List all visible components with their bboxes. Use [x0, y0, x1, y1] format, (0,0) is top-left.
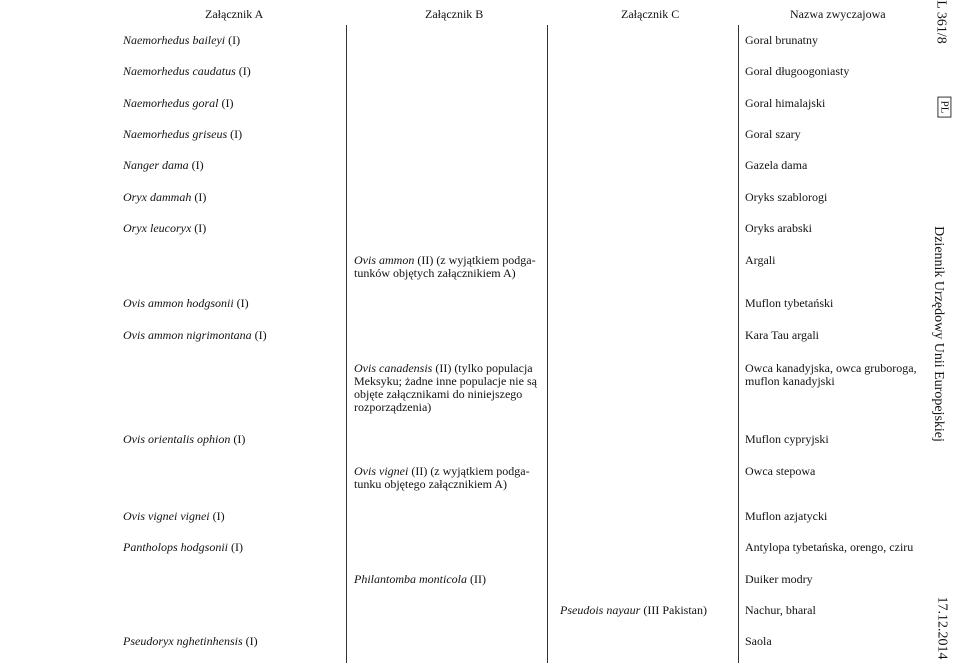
annex-tag: (I) [221, 96, 234, 110]
common-name [745, 541, 913, 554]
common-name-text: Muflon azjatycki [745, 509, 828, 523]
common-name [745, 604, 816, 617]
common-name-text: Oryks szablorogi [745, 190, 828, 204]
common-name [745, 329, 819, 342]
annex-a-species [123, 191, 206, 204]
common-name-text: Antylopa tybetańska, orengo, cziru [745, 540, 914, 554]
annex-a-species [123, 222, 206, 235]
table-body [115, 25, 930, 663]
species-name: Naemorhedus caudatus [123, 64, 236, 78]
table-header [0, 0, 930, 25]
common-name [745, 510, 827, 523]
species-name: Ovis ammon hodgsonii [123, 296, 234, 310]
common-name-text: Oryks arabski [745, 221, 812, 235]
species-name: Philantomba monticola [354, 572, 467, 586]
common-name [745, 465, 815, 478]
annex-tag: (I) [194, 190, 207, 204]
species-name: Ovis orientalis ophion [123, 432, 231, 446]
common-name-text: Nachur, bharal [745, 603, 816, 617]
common-name-text: Goral długoogoniasty [745, 64, 850, 78]
annex-a-species [123, 128, 242, 141]
header-annex-c: Załącznik C [621, 7, 680, 21]
common-name [745, 254, 775, 267]
common-name-text: Duiker modry [745, 572, 813, 586]
annex-a-species [123, 97, 233, 110]
common-name-text: Muflon tybetański [745, 296, 834, 310]
annex-b-note-line [354, 401, 431, 414]
common-name-text: Goral himalajski [745, 96, 826, 110]
common-name [745, 128, 801, 141]
annex-b-note-line [354, 267, 516, 280]
common-name-text: Goral brunatny [745, 33, 818, 47]
annex-note: tunku objętego załącznikiem A) [354, 477, 507, 491]
annex-note: (II) (tylko populacja [435, 361, 533, 375]
publication-date: 17.12.2014 [934, 596, 950, 660]
common-name [745, 375, 835, 388]
common-name-text: Goral szary [745, 127, 801, 141]
annex-tag: (II) [470, 572, 486, 586]
annex-note: tunków objętych załącznikiem A) [354, 266, 516, 280]
common-name [745, 191, 827, 204]
header-common-name: Nazwa zwyczajowa [790, 7, 886, 21]
annex-note: (II) (z wyjątkiem podga- [411, 464, 530, 478]
annex-note: (II) (z wyjątkiem podga- [417, 253, 536, 267]
annex-tag: (I) [231, 540, 244, 554]
annex-note: rozporządzenia) [354, 400, 432, 414]
common-name [745, 573, 813, 586]
annex-a-species [123, 297, 249, 310]
species-name: Pseudois nayaur [560, 603, 641, 617]
common-name [745, 297, 833, 310]
common-name [745, 65, 849, 78]
annex-note: objęte załącznikami do niniejszego [354, 387, 523, 401]
annex-a-species [123, 635, 258, 648]
header-annex-b: Załącznik B [425, 7, 484, 21]
common-name-text: Owca kanadyjska, owca gruboroga, [745, 361, 917, 375]
annex-tag: (I) [254, 328, 267, 342]
annex-a-species [123, 159, 204, 172]
common-name [745, 34, 818, 47]
annex-tag: (I) [233, 432, 246, 446]
species-name: Pantholops hodgsonii [123, 540, 229, 554]
annex-a-species [123, 510, 225, 523]
annex-tag: (I) [194, 221, 207, 235]
annex-tag: (I) [228, 33, 241, 47]
doc-reference: L 361/8 [933, 0, 949, 44]
species-name: Naemorhedus griseus [123, 127, 228, 141]
header-annex-a: Załącznik A [205, 7, 264, 21]
species-name: Oryx dammah [123, 190, 192, 204]
species-name: Naemorhedus goral [123, 96, 219, 110]
annex-a-species [123, 65, 251, 78]
common-name [745, 433, 829, 446]
species-name: Ovis ammon nigrimontana [123, 328, 252, 342]
common-name [745, 222, 812, 235]
species-name: Ovis vignei vignei [123, 509, 210, 523]
species-name: Ovis vignei [354, 464, 409, 478]
annex-b-note-line [354, 478, 507, 491]
common-name-text: Muflon cypryjski [745, 432, 829, 446]
species-name: Pseudoryx nghetinhensis [123, 634, 243, 648]
annex-tag: (I) [212, 509, 225, 523]
common-name-text: Owca stepowa [745, 464, 816, 478]
annex-b-species [354, 573, 486, 586]
common-name-text: Kara Tau argali [745, 328, 820, 342]
species-name: Ovis ammon [354, 253, 415, 267]
annex-a-species [123, 541, 243, 554]
journal-title: Dziennik Urzędowy Unii Europejskiej [930, 226, 946, 442]
species-name: Nanger dama [123, 158, 189, 172]
annex-tag: (I) [230, 127, 243, 141]
common-name-text: Saola [745, 634, 772, 648]
annex-note: Meksyku; żadne inne populacje nie są [354, 374, 537, 388]
annex-a-species [123, 329, 267, 342]
annex-tag: (I) [236, 296, 249, 310]
annex-tag: (III Pakistan) [643, 603, 707, 617]
annex-tag: (I) [245, 634, 258, 648]
annex-tag: (I) [191, 158, 204, 172]
language-badge: PL [937, 97, 951, 118]
species-name: Naemorhedus baileyi [123, 33, 226, 47]
annex-a-species [123, 34, 240, 47]
annex-tag: (I) [238, 64, 251, 78]
species-name: Oryx leucoryx [123, 221, 192, 235]
common-name [745, 635, 772, 648]
common-name-text: muflon kanadyjski [745, 374, 835, 388]
species-table [115, 25, 930, 663]
page-margin [930, 0, 960, 663]
common-name [745, 159, 807, 172]
common-name [745, 97, 825, 110]
annex-a-species [123, 433, 245, 446]
common-name-text: Gazela dama [745, 158, 808, 172]
species-name: Ovis canadensis [354, 361, 433, 375]
annex-c-species [560, 604, 707, 617]
common-name-text: Argali [745, 253, 776, 267]
